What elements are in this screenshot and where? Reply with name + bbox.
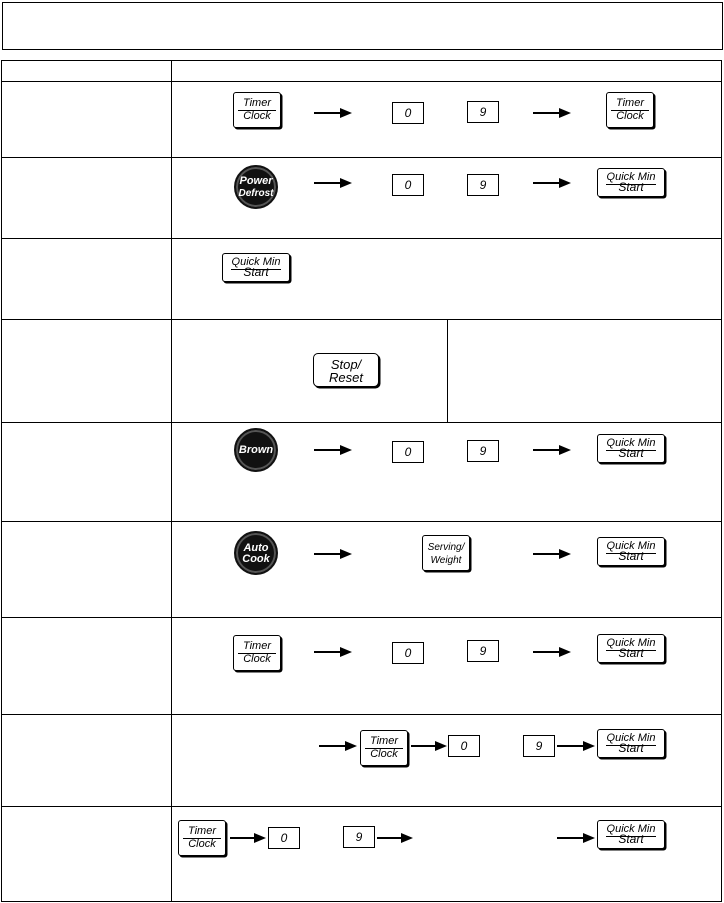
- row-divider: [2, 157, 721, 158]
- arrow-icon: [533, 549, 571, 559]
- timer-clock-key[interactable]: [178, 820, 226, 856]
- number-key-9[interactable]: 9: [467, 174, 499, 196]
- timer-key-label: Timer: [238, 640, 276, 654]
- auto-cook-key[interactable]: [234, 531, 278, 575]
- timer-clock-key[interactable]: [233, 635, 281, 671]
- quick-min-start-key[interactable]: [222, 253, 290, 282]
- stop-reset-key[interactable]: [313, 353, 379, 387]
- quick-min-start-key[interactable]: [597, 537, 665, 566]
- row-divider: [2, 238, 721, 239]
- brown-key-label: Brown: [238, 444, 274, 456]
- row-divider: [2, 521, 721, 522]
- arrow-icon: [533, 108, 571, 118]
- quick-min-start-key[interactable]: [597, 729, 665, 758]
- timer-key-label: Timer: [365, 735, 403, 749]
- quick-min-start-key[interactable]: [597, 168, 665, 197]
- start-label: Start: [618, 446, 644, 460]
- arrow-icon: [533, 445, 571, 455]
- power-defrost-key[interactable]: [234, 165, 278, 209]
- number-key-9[interactable]: 9: [467, 640, 499, 662]
- quick-min-start-key[interactable]: [597, 820, 665, 849]
- arrow-icon: [230, 833, 266, 843]
- start-label: Start: [618, 646, 644, 660]
- clock-key-label: Clock: [370, 748, 398, 760]
- quick-min-start-key[interactable]: [597, 434, 665, 463]
- number-key-0[interactable]: 0: [392, 102, 424, 124]
- quick-min-label: Quick Min: [606, 171, 656, 183]
- clock-key-label: Clock: [188, 838, 216, 850]
- quick-min-label: Quick Min: [606, 823, 656, 835]
- brown-key[interactable]: [234, 428, 278, 472]
- quick-min-label: Quick Min: [606, 637, 656, 649]
- number-key-9[interactable]: 9: [467, 440, 499, 462]
- serving-weight-key[interactable]: [422, 535, 470, 571]
- row-divider: [2, 319, 721, 320]
- number-key-0[interactable]: 0: [392, 174, 424, 196]
- serving-key-label: Serving/: [427, 542, 465, 553]
- arrow-icon: [533, 647, 571, 657]
- defrost-key-label: Defrost: [238, 188, 274, 199]
- arrow-icon: [319, 741, 357, 751]
- number-key-0[interactable]: 0: [392, 441, 424, 463]
- title-box: [2, 2, 723, 50]
- start-label: Start: [618, 741, 644, 755]
- weight-key-label: Weight: [430, 555, 462, 566]
- start-label: Start: [618, 549, 644, 563]
- clock-key-label: Clock: [243, 110, 271, 122]
- power-key-label: Power: [239, 175, 273, 187]
- arrow-icon: [314, 647, 352, 657]
- arrow-icon: [314, 178, 352, 188]
- arrow-icon: [314, 108, 352, 118]
- timer-clock-key[interactable]: [606, 92, 654, 128]
- quick-min-label: Quick Min: [606, 540, 656, 552]
- arrow-icon: [314, 549, 352, 559]
- number-key-9[interactable]: 9: [523, 735, 555, 757]
- stop-row-divider: [447, 319, 448, 422]
- timer-clock-key[interactable]: [233, 92, 281, 128]
- arrow-icon: [533, 178, 571, 188]
- header-divider: [2, 81, 721, 82]
- arrow-icon: [314, 445, 352, 455]
- start-label: Start: [243, 265, 269, 279]
- number-key-0[interactable]: 0: [448, 735, 480, 757]
- timer-key-label: Timer: [183, 825, 221, 839]
- row-divider: [2, 617, 721, 618]
- number-key-0[interactable]: 0: [392, 642, 424, 664]
- timer-key-label: Timer: [238, 97, 276, 111]
- row-divider: [2, 714, 721, 715]
- start-label: Start: [618, 832, 644, 846]
- quick-min-label: Quick Min: [231, 256, 281, 268]
- column-divider: [171, 61, 172, 901]
- number-key-9[interactable]: 9: [343, 826, 375, 848]
- clock-key-label: Clock: [243, 653, 271, 665]
- timer-key-label: Timer: [611, 97, 649, 111]
- arrow-icon: [411, 741, 447, 751]
- quick-min-label: Quick Min: [606, 732, 656, 744]
- row-divider: [2, 422, 721, 423]
- auto-key-label: Auto: [243, 542, 269, 554]
- arrow-icon: [557, 833, 595, 843]
- number-key-9[interactable]: 9: [467, 101, 499, 123]
- timer-clock-key[interactable]: [360, 730, 408, 766]
- reset-key-label: Reset: [329, 370, 363, 385]
- cook-key-label: Cook: [242, 553, 270, 565]
- start-label: Start: [618, 180, 644, 194]
- quick-min-start-key[interactable]: [597, 634, 665, 663]
- number-key-0[interactable]: 0: [268, 827, 300, 849]
- row-divider: [2, 806, 721, 807]
- arrow-icon: [557, 741, 595, 751]
- stop-key-label: Stop/: [330, 357, 362, 372]
- arrow-icon: [377, 833, 413, 843]
- quick-min-label: Quick Min: [606, 437, 656, 449]
- clock-key-label: Clock: [616, 110, 644, 122]
